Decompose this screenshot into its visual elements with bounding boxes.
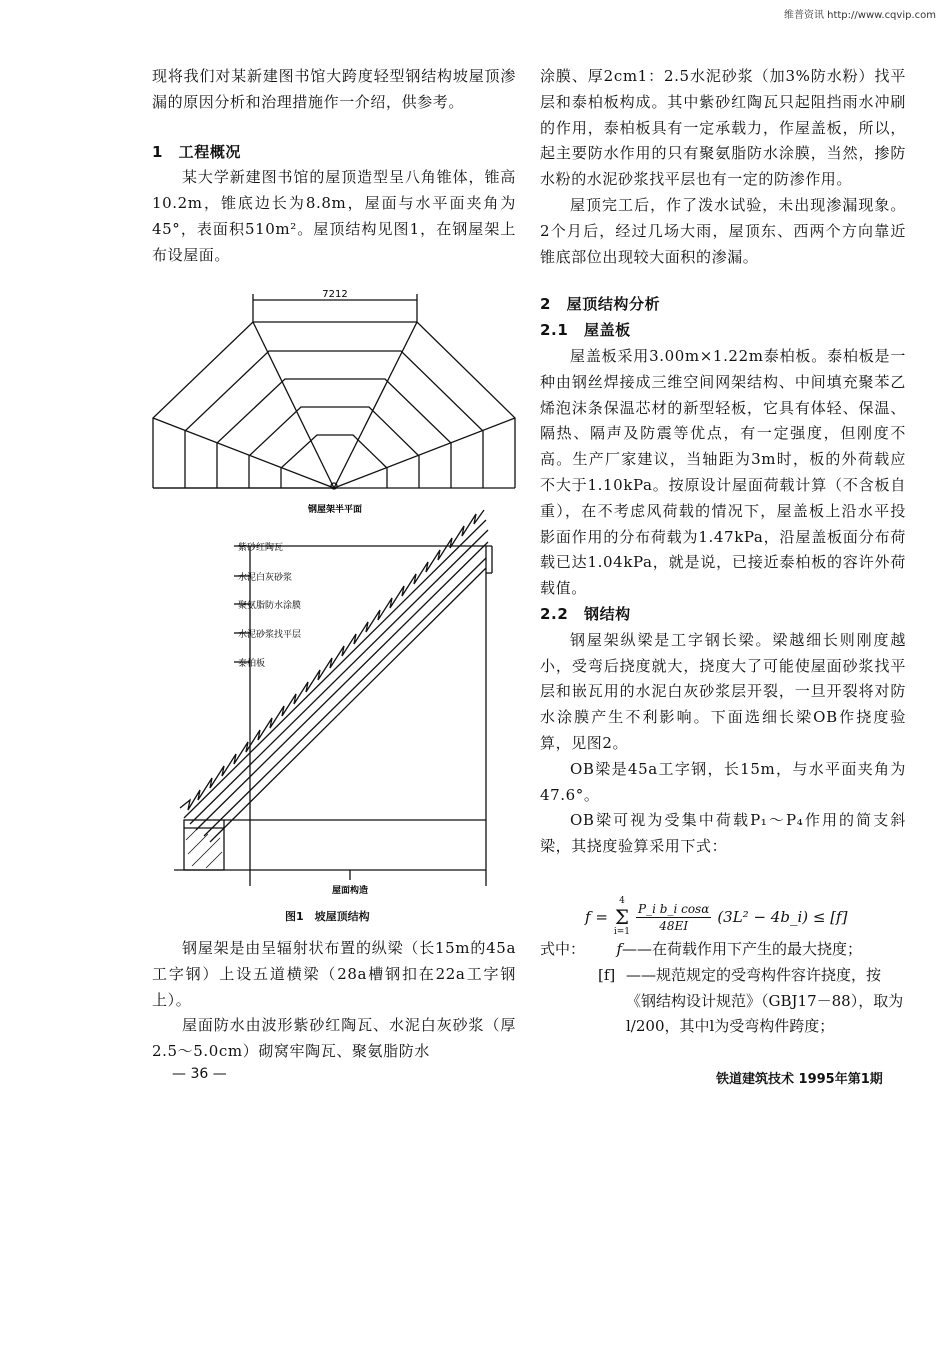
- fig-layer-3: 聚氨脂防水涂膜: [238, 601, 302, 611]
- page-number: — 36 —: [172, 1066, 227, 1082]
- fig-dimension: 7212: [322, 289, 348, 300]
- formula-numerator: P_i b_i cosα: [638, 901, 710, 916]
- right-column: [540, 64, 906, 860]
- def-2-text: ——规范规定的受弯构件容许挠度，按《钢结构设计规范》（GBJ17－88），取为l/200，其中l为受弯构件跨度；: [626, 965, 904, 1036]
- formula-fraction: [636, 901, 711, 934]
- sigma-symbol: Σ: [614, 905, 630, 929]
- section-2-1-title: 2.1 屋盖板: [540, 321, 631, 340]
- intro-paragraph: 现将我们对某新建图书馆大跨度轻型钢结构坡屋顶渗漏的原因分析和治理措施作一介绍，供参考。: [152, 67, 516, 111]
- formula-denominator: 48EI: [659, 918, 689, 933]
- left-column-bottom: [152, 936, 516, 1065]
- fig-layer-4: 水泥砂浆找平层: [238, 630, 302, 640]
- fig-plan-caption: 钢屋架半平面: [307, 505, 363, 515]
- paragraph-deflection: OB梁可视为受集中荷载P₁～P₄作用的简支斜梁，其挠度验算采用下式：: [540, 811, 906, 856]
- deflection-formula: [585, 897, 847, 937]
- fig-layer-5: 泰柏板: [238, 659, 266, 669]
- formula-lhs: f =: [585, 908, 608, 926]
- watermark: 维普资讯 http://www.cqvip.com: [783, 10, 936, 21]
- paragraph-steel-beam: 钢屋架纵梁是工字钢长梁。梁越细长则刚度越小，受弯后挠度就大，挠度大了可能使屋面砂浆找平层和嵌瓦用的水泥白灰砂浆层开裂，一旦开裂将对防水涂膜产生不利影响。下面选细长梁OB作挠度验算，见图2。: [540, 630, 906, 752]
- paragraph-steel-frame: 钢屋架是由呈辐射状布置的纵梁（长15m的45a工字钢）上设五道横梁（28a槽钢扣在22a工字钢上）。: [152, 939, 516, 1009]
- figure-1-caption: 图1 坡屋顶结构: [285, 910, 370, 923]
- figure-1: [150, 288, 520, 908]
- section-1-paragraph: 某大学新建图书馆的屋顶造型呈八角锥体，锥高10.2m，锥底边长为8.8m，屋面与水平面夹角为45°，表面积510m²。屋顶结构见图1，在钢屋架上布设屋面。: [152, 168, 516, 264]
- def-label: 式中：: [540, 940, 586, 958]
- fig-section-caption: 屋面构造: [331, 886, 369, 896]
- left-column: [152, 64, 516, 269]
- journal-name: 铁道建筑技术 1995年第1期: [716, 1072, 883, 1087]
- formula-sum-bottom: i=1: [613, 927, 631, 937]
- section-1-title: 1 工程概况: [152, 142, 242, 161]
- formula-sum: [614, 896, 630, 938]
- section-2-2-title: 2.2 钢结构: [540, 604, 631, 623]
- def-1-symbol: f: [616, 940, 622, 958]
- fig-layer-2: 水泥白灰砂浆: [238, 573, 293, 583]
- formula-rhs: (3L² − 4b_i) ≤ [f]: [717, 908, 848, 926]
- paragraph-membrane: 涂膜、厚2cm1：2.5水泥砂浆（加3%防水粉）找平层和泰柏板构成。其中紫砂红陶瓦只起阻挡雨水冲刷的作用，泰柏板具有一定承载力，作屋盖板，所以，起主要防水作用的只有聚氨脂防水涂膜，当然，掺防水粉的水泥砂浆找平层也有一定的防渗作用。: [540, 67, 906, 189]
- paragraph-waterproof: 屋面防水由波形紫砂红陶瓦、水泥白灰砂浆（厚2.5～5.0cm）砌窝牢陶瓦、聚氨脂防水: [152, 1016, 516, 1061]
- paragraph-ob-beam: OB梁是45a工字钢，长15m，与水平面夹角为47.6°。: [540, 759, 906, 804]
- fig-layer-1: 紫砂红陶瓦: [238, 543, 284, 553]
- formula-sum-top: 4: [619, 896, 625, 906]
- paragraph-test: 屋顶完工后，作了泼水试验，未出现渗漏现象。2个月后，经过几场大雨，屋顶东、西两个方向靠近锥底部位出现较大面积的渗漏。: [540, 195, 906, 266]
- def-1-text: ——在荷载作用下产生的最大挠度；: [622, 940, 863, 958]
- definitions: [540, 937, 906, 1040]
- def-2-symbol: [f]: [598, 965, 616, 984]
- section-2-title: 2 屋顶结构分析: [540, 295, 661, 314]
- paragraph-roof-panel: 屋盖板采用3.00m×1.22m泰柏板。泰柏板是一种由钢丝焊接成三维空间网架结构、中间填充聚苯乙烯泡沫条保温芯材的新型轻板，它具有体轻、保温、隔热、隔声及防震等优点，有一定强度，但刚度不高。生产厂家建议，当轴距为3m时，板的外荷载应不大于1.10kPa。按原设计屋面荷载计算（不含板自重），在不考虑风荷载的情况下，屋盖板上沿水平投影面作用的分布荷载为1.47kPa，沿屋盖板面分布荷载已达1.04kPa，就是说，已接近泰柏板的容许外荷载值。: [540, 346, 906, 598]
